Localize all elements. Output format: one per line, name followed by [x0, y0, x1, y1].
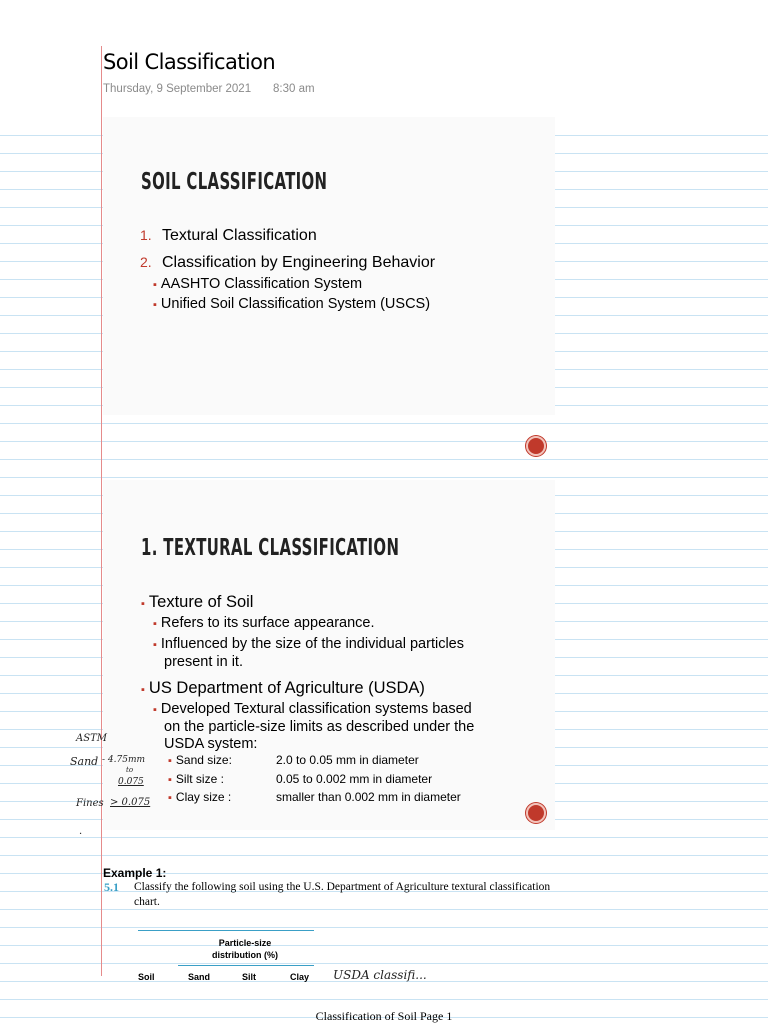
- bullet-icon: ▪: [141, 598, 145, 610]
- page-time: 8:30 am: [273, 83, 315, 95]
- slide-title: 1. TEXTURAL CLASSIFICATION: [141, 535, 400, 561]
- table-column-header: Sand: [188, 972, 211, 982]
- sub-list-item: [153, 276, 362, 292]
- bullet-point: [153, 636, 464, 671]
- size-value: smaller than 0.002 mm in diameter: [276, 790, 461, 804]
- size-label: Clay size :: [175, 790, 232, 804]
- bullet-point-text-continued: USDA system:: [164, 736, 258, 752]
- margin-line: [101, 46, 102, 976]
- audio-record-icon[interactable]: [526, 436, 546, 456]
- handwriting-dot: ·: [79, 829, 83, 840]
- size-label: Sand size:: [175, 753, 232, 767]
- problem-number: 5.1: [104, 880, 119, 894]
- bullet-icon: ▪: [168, 755, 172, 767]
- size-range-row: [168, 753, 419, 767]
- slide-soil-classification[interactable]: [103, 117, 555, 415]
- table-top-rule: [138, 930, 314, 931]
- list-item-text: Textural Classification: [162, 227, 317, 244]
- handwriting-fines: Fines: [76, 798, 104, 809]
- bullet-icon: ▪: [153, 704, 157, 716]
- bullet-heading: [141, 593, 253, 612]
- bullet-point: [153, 701, 474, 753]
- size-value: 2.0 to 0.05 mm in diameter: [276, 753, 419, 767]
- page-footer: Classification of Soil Page 1: [315, 1009, 453, 1023]
- bullet-point-text: Refers to its surface appearance.: [160, 615, 375, 631]
- handwriting-fines-range: > 0.075: [110, 797, 151, 808]
- handwriting-sand-range-end: 0.075: [118, 777, 144, 787]
- bullet-point-text: Developed Textural classification systems based: [160, 701, 472, 717]
- sub-list-item-text: AASHTO Classification System: [160, 276, 363, 292]
- slide-title: SOIL CLASSIFICATION: [141, 169, 328, 195]
- handwriting-sand: Sand: [70, 755, 99, 768]
- bullet-icon: ▪: [153, 639, 157, 651]
- bullet-point: [153, 615, 375, 633]
- list-item: [140, 254, 435, 272]
- list-item: [140, 227, 317, 245]
- example-label: Example 1:: [103, 866, 167, 880]
- bullet-icon: ▪: [153, 279, 157, 291]
- page-title[interactable]: Soil Classification: [103, 50, 276, 74]
- table-column-header: Soil: [138, 972, 155, 982]
- list-item-text: Classification by Engineering Behavior: [162, 254, 436, 271]
- bullet-icon: ▪: [153, 618, 157, 630]
- table-header: Particle-size distribution (%): [212, 938, 278, 960]
- size-range-row: [168, 790, 461, 804]
- bullet-heading-text: US Department of Agriculture (USDA): [148, 679, 425, 697]
- bullet-icon: ▪: [168, 774, 172, 786]
- bullet-icon: ▪: [168, 792, 172, 804]
- size-value: 0.05 to 0.002 mm in diameter: [276, 772, 433, 786]
- table-header-rule: [178, 965, 314, 966]
- handwriting-astm: ASTM: [76, 733, 107, 744]
- page-date: Thursday, 9 September 2021: [103, 83, 252, 95]
- bullet-icon: ▪: [153, 299, 157, 311]
- table-column-header: Clay: [290, 972, 310, 982]
- table-column-header: Silt: [242, 972, 257, 982]
- slide-textural-classification[interactable]: [103, 480, 555, 830]
- list-number: 2.: [140, 254, 152, 270]
- bullet-point-text: Influenced by the size of the individual particles: [160, 636, 464, 652]
- bullet-heading-text: Texture of Soil: [148, 593, 254, 611]
- size-range-row: [168, 772, 433, 786]
- list-number: 1.: [140, 227, 152, 243]
- handwriting-note: USDA classifi...: [333, 968, 427, 982]
- sub-list-item-text: Unified Soil Classification System (USCS): [160, 296, 431, 312]
- bullet-heading: [141, 679, 425, 698]
- problem-text: Classify the following soil using the U.S. Department of Agriculture textural classification chart.: [134, 881, 551, 908]
- size-label: Silt size :: [175, 772, 224, 786]
- handwriting-to: to: [126, 766, 134, 774]
- bullet-point-text-continued: on the particle-size limits as described under the: [164, 719, 475, 735]
- bullet-point-text-continued: present in it.: [164, 654, 243, 670]
- handwriting-sand-range: - 4.75mm: [102, 755, 146, 765]
- bullet-icon: ▪: [141, 684, 145, 696]
- audio-record-icon[interactable]: [526, 803, 546, 823]
- sub-list-item: [153, 296, 430, 312]
